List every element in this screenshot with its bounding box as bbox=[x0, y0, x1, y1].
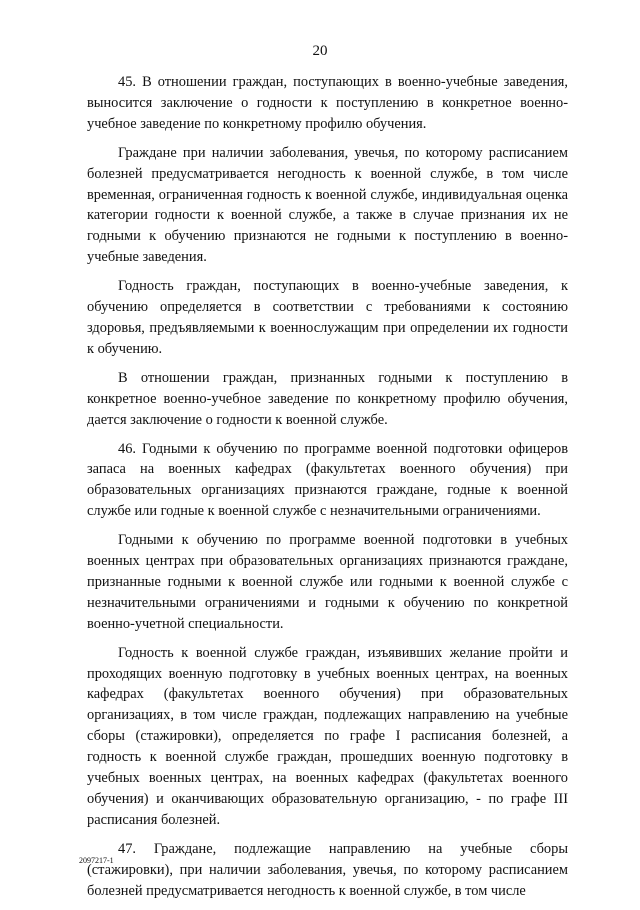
document-body bbox=[87, 72, 568, 910]
page-number: 20 bbox=[312, 43, 328, 59]
paragraph-45-fitness-criteria: Годность граждан, поступающих в военно-учебные заведения, к обучению определяется в соответствии с требованиями к состоянию здоровья, предъявляемыми к военнослужащим при определении их годности к обучению. bbox=[87, 278, 568, 357]
paragraph-47: 47. Граждане, подлежащие направлению на учебные сборы (стажировки), при наличии заболевания, увечья, по которому расписанием болезней предусматривается негодность к военной службе, в том числе bbox=[87, 840, 568, 899]
document-code: 2097217-1 bbox=[79, 856, 114, 865]
paragraph-46: 46. Годными к обучению по программе военной подготовки офицеров запаса на военных кафедрах (факультетах военного обучения) при образовательных организациях признаются граждане, годные к военной службе или годные к военной службе с незначительными ограничениями. bbox=[87, 440, 568, 520]
paragraph-45-disease-unfit: Граждане при наличии заболевания, увечья, по которому расписанием болезней предусматривается негодность к военной службе, в том числе временная, ограниченная годность к военной службе, индивидуальная оценка категории годности к военной службе, а также в случае признания их не годными к обучению признаются не годными к поступлению в военно-учебные заведения. bbox=[87, 144, 568, 266]
paragraph-46-fitness-columns: Годность к военной службе граждан, изъявивших желание пройти и проходящих военную подготовку в учебных военных центрах, на военных кафедрах (факультетах военного обучения) при образовательных организациях, в том числе граждан, подлежащих направлению на учебные сборы (стажировки), определяется по графе I расписания болезней, а годность к военной службе граждан, прошедших военную подготовку в учебных военных центрах, на военных кафедрах (факультетах военного обучения) и оканчивающих образовательную организацию, - по графе III расписания болезней. bbox=[87, 644, 568, 828]
paragraph-45: 45. В отношении граждан, поступающих в военно-учебные заведения, выносится заключение о годности к поступлению в конкретное военно-учебное заведение по конкретному профилю обучения. bbox=[87, 74, 568, 132]
paragraph-45-fitness-conclusion: В отношении граждан, признанных годными к поступлению в конкретное военно-учебное заведение по конкретному профилю обучения, дается заключение о годности к военной службе. bbox=[87, 369, 568, 428]
paragraph-46-training-centers: Годными к обучению по программе военной подготовки в учебных военных центрах при образовательных организациях признаются граждане, признанные годными к военной службе или годными к военной службе с незначительными ограничениями и годными к обучению по конкретной военно-учетной специальности. bbox=[87, 532, 568, 632]
